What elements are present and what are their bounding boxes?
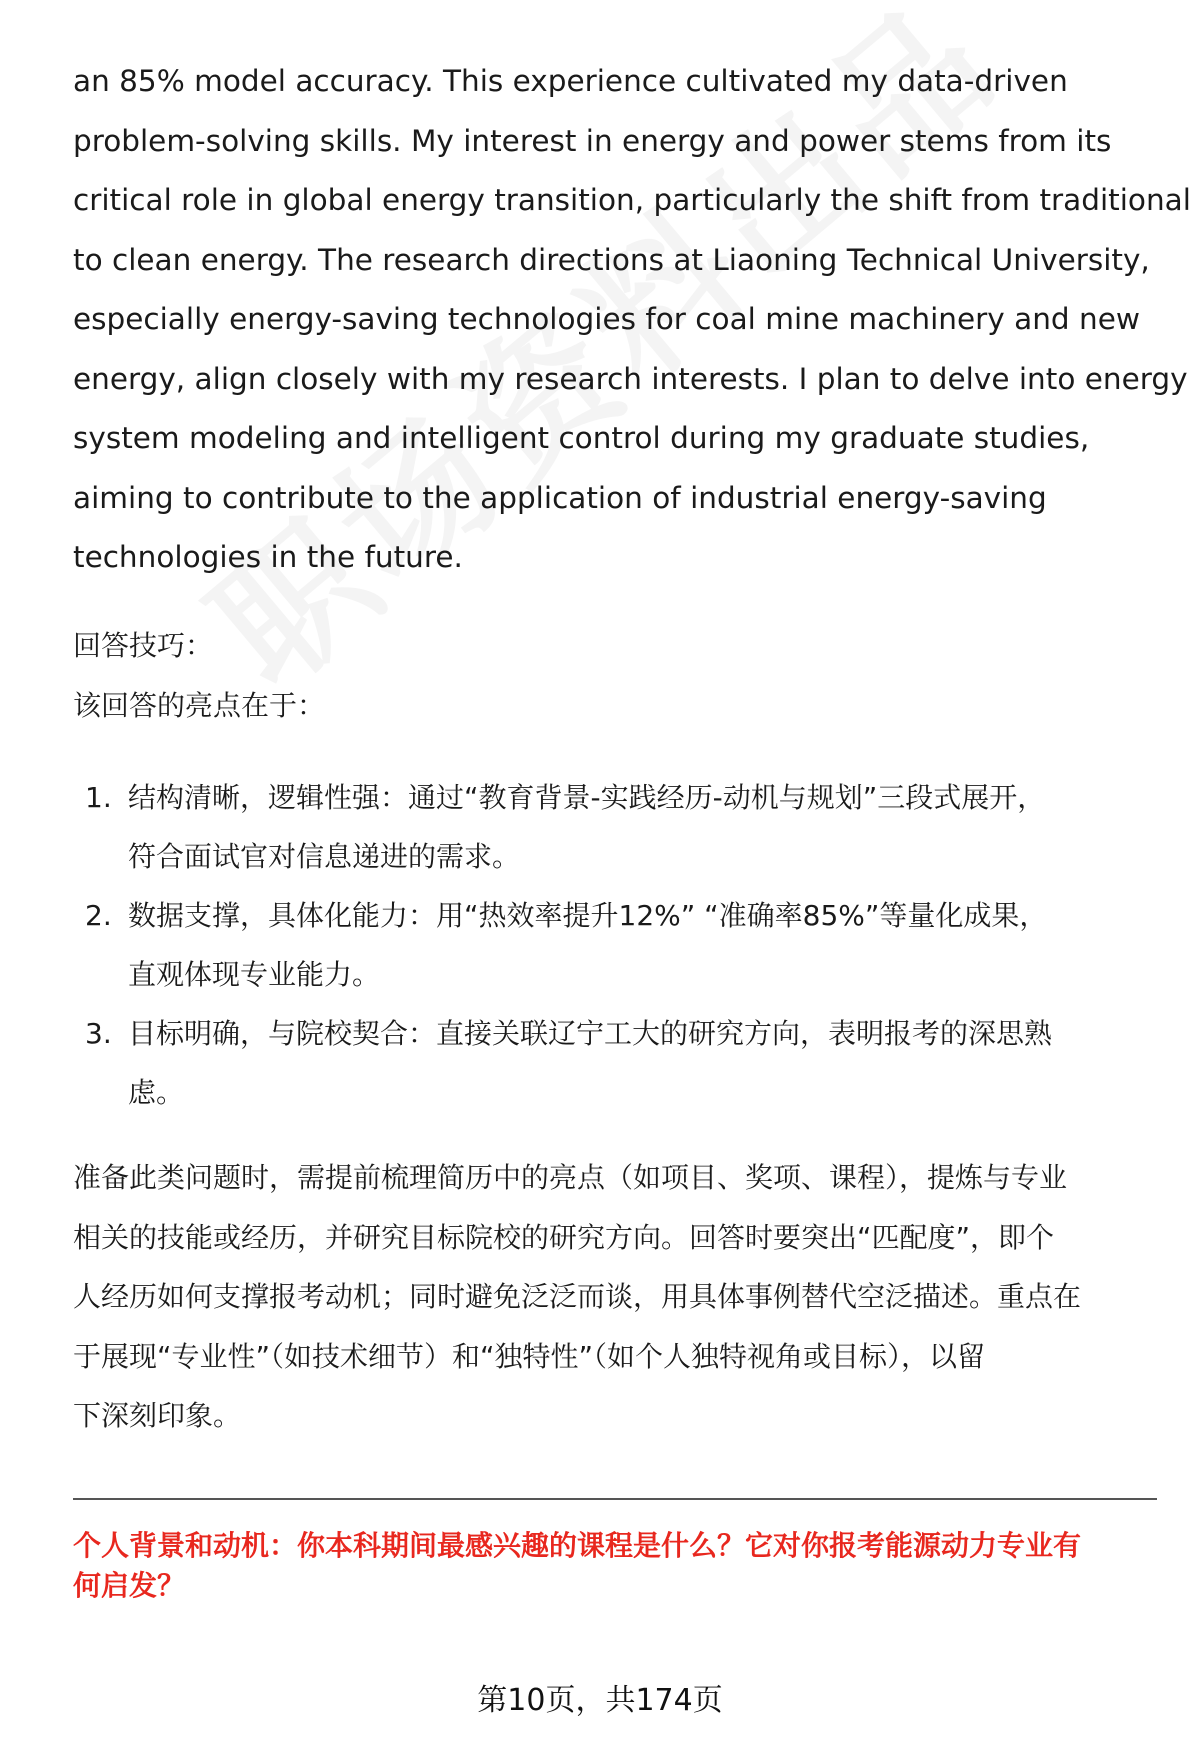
- paragraph-line: problem-solving skills. My interest in energy and power stems from its: [73, 123, 1112, 158]
- paragraph-line: critical role in global energy transition, particularly the shift from traditional: [73, 183, 1191, 217]
- paragraph-line: 下深刻印象。: [73, 1399, 242, 1432]
- paragraph-line: 于展现“专业性”（如技术细节）和“独特性”（如个人独特视角或目标），以留: [73, 1339, 986, 1373]
- paragraph-line: technologies in the future.: [73, 540, 463, 574]
- list-number: 1.: [85, 781, 112, 814]
- list-number: 3.: [85, 1017, 112, 1050]
- list-number: 2.: [85, 899, 112, 932]
- paragraph-line: 相关的技能或经历，并研究目标院校的研究方向。回答时要突出“匹配度”，即个: [73, 1220, 1055, 1254]
- highlights-intro: 该回答的亮点在于：: [73, 689, 326, 722]
- paragraph-line: an 85% model accuracy. This experience cultivated my data-driven: [73, 64, 1068, 98]
- english-answer-paragraph: [73, 52, 1191, 588]
- list-item: [73, 768, 1153, 886]
- paragraph-line: energy, align closely with my research interests. I plan to delve into energy: [73, 361, 1188, 396]
- list-item-line: 数据支撑，具体化能力：用“热效率提升12%” “准确率85%”等量化成果，: [128, 899, 1048, 932]
- list-item-line: 符合面试官对信息递进的需求。: [128, 840, 521, 873]
- section-divider: [73, 1498, 1157, 1500]
- page-number-footer: 第10页，共174页: [477, 1683, 723, 1718]
- paragraph-line: especially energy-saving technologies for coal mine machinery and new: [73, 302, 1140, 336]
- tips-heading: 回答技巧：: [73, 629, 214, 662]
- paragraph-line: aiming to contribute to the application of industrial energy-saving: [73, 480, 1047, 515]
- paragraph-line: 准备此类问题时，需提前梳理简历中的亮点（如项目、奖项、课程），提炼与专业: [73, 1161, 1068, 1194]
- highlights-list: [73, 768, 1153, 1122]
- list-item: [73, 1004, 1153, 1122]
- question-line: 何启发？: [73, 1569, 186, 1602]
- list-item-line: 结构清晰，逻辑性强：通过“教育背景-实践经历-动机与规划”三段式展开，: [128, 781, 1046, 814]
- paragraph-line: 人经历如何支撑报考动机；同时避免泛泛而谈，用具体事例替代空泛描述。重点在: [73, 1280, 1082, 1313]
- list-item: [73, 886, 1153, 1004]
- question-line: 个人背景和动机：你本科期间最感兴趣的课程是什么？它对你报考能源动力专业有: [73, 1529, 1082, 1562]
- list-item-line: 虑。: [128, 1076, 185, 1109]
- paragraph-line: to clean energy. The research directions at Liaoning Technical University,: [73, 242, 1150, 277]
- advice-paragraph: [73, 1148, 1163, 1446]
- paragraph-line: system modeling and intelligent control during my graduate studies,: [73, 421, 1090, 455]
- list-item-line: 直观体现专业能力。: [128, 958, 381, 991]
- list-item-line: 目标明确，与院校契合：直接关联辽宁工大的研究方向，表明报考的深思熟: [128, 1017, 1053, 1050]
- next-question-heading: [73, 1526, 1163, 1606]
